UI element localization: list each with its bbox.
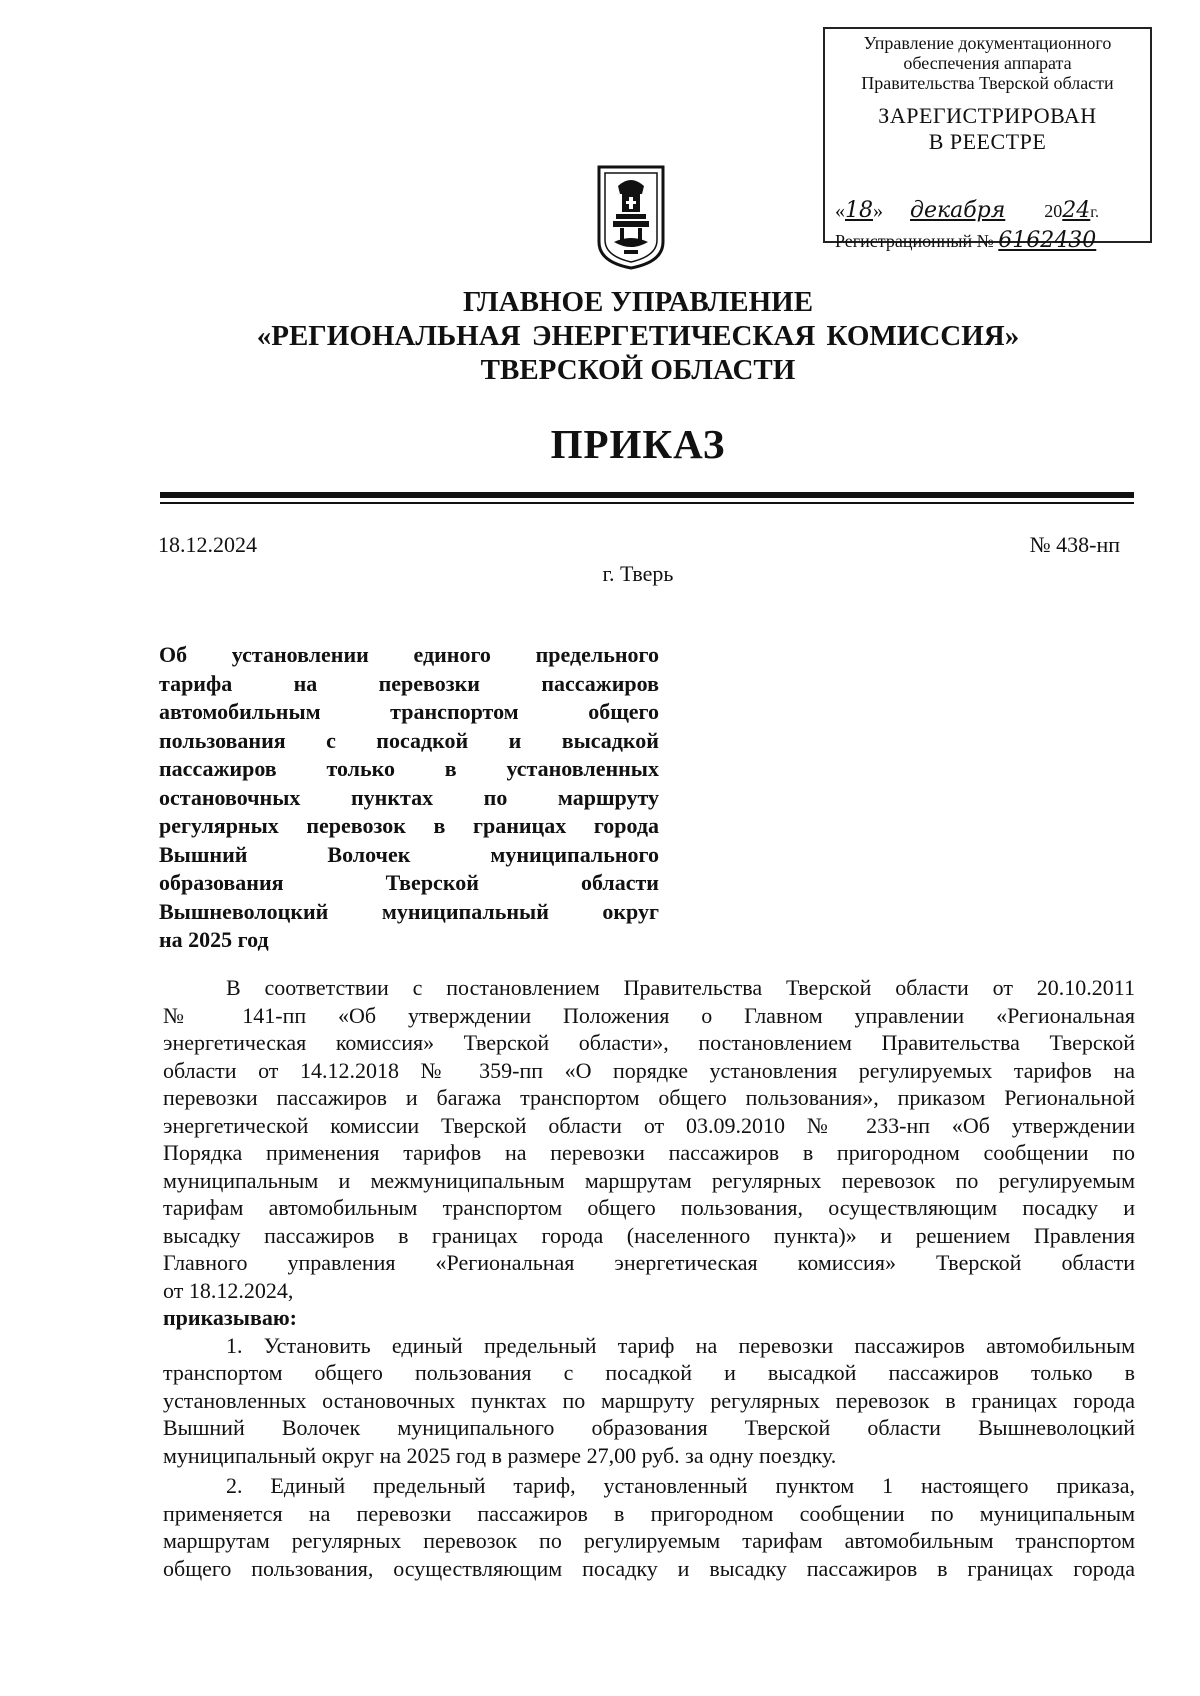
stamp-reg-number-value: 6162430 xyxy=(998,228,1097,253)
stamp-quote-open: « xyxy=(835,200,845,222)
org-line: «РЕГИОНАЛЬНАЯ ЭНЕРГЕТИЧЕСКАЯ КОМИССИЯ» xyxy=(256,319,1020,352)
preamble-line: энергетической комиссии Тверской области от 03.09.2010 № 233-нп «Об утверждении xyxy=(163,1112,1135,1138)
stamp-reg-line: В РЕЕСТРЕ xyxy=(928,129,1047,155)
item2-line: применяется на перевозки пассажиров в пригородном сообщении по муниципальным xyxy=(163,1500,1135,1526)
organization-name xyxy=(0,286,1200,388)
document-number: № 438-нп xyxy=(1029,532,1120,557)
stamp-date-day: 18 xyxy=(845,198,873,223)
preamble-line: высадку пассажиров в границах города (населенного пункта)» и решением Правления xyxy=(163,1222,1135,1248)
document-city: г. Тверь xyxy=(602,561,674,586)
stamp-dept-line: Правительства Тверской области xyxy=(861,73,1114,94)
order-subject xyxy=(159,641,659,955)
org-line: ГЛАВНОЕ УПРАВЛЕНИЕ xyxy=(462,286,814,318)
subject-line: Об установлении единого предельного xyxy=(159,642,659,667)
preamble-line: тарифам автомобильным транспортом общего пользования, осуществляющим посадку и xyxy=(163,1195,1135,1220)
order-item-2 xyxy=(163,1472,1135,1582)
item2-line: маршрутам регулярных перевозок по регулируемым тарифам автомобильным транспортом xyxy=(163,1528,1135,1553)
stamp-department xyxy=(825,33,1150,93)
stamp-dept-line: обеспечения аппарата xyxy=(903,53,1072,74)
header-divider-thin xyxy=(160,502,1134,504)
subject-line: пользования с посадкой и высадкой xyxy=(159,727,659,753)
subject-line: на 2025 год xyxy=(159,927,269,952)
document-date: 18.12.2024 xyxy=(158,532,257,557)
stamp-date-month: декабря xyxy=(910,198,1006,223)
order-body xyxy=(163,974,1135,1582)
stamp-reg-number xyxy=(835,229,1142,254)
org-line: ТВЕРСКОЙ ОБЛАСТИ xyxy=(480,353,796,386)
preamble-line: Порядка применения тарифов на перевозки пассажиров в пригородном сообщении по xyxy=(163,1140,1135,1165)
stamp-dept-line: Управление документационного xyxy=(863,33,1112,53)
stamp-quote-close: » xyxy=(873,200,883,222)
stamp-reg-line: ЗАРЕГИСТРИРОВАН xyxy=(878,103,1097,129)
item2-line: 2. Единый предельный тариф, установленный пунктом 1 настоящего приказа, xyxy=(226,1473,1135,1498)
header-divider-thick xyxy=(160,492,1134,498)
item1-line: установленных остановочных пунктах по маршруту регулярных перевозок в границах города xyxy=(163,1387,1135,1413)
stamp-date-year-prefix: 20 xyxy=(1044,201,1063,221)
item1-line: 1. Установить единый предельный тариф на перевозки пассажиров автомобильным xyxy=(226,1332,1135,1358)
preamble-line: области от 14.12.2018 № 359-пп «О порядке установления регулируемых тарифов на xyxy=(163,1057,1135,1083)
item1-line: транспортом общего пользования с посадкой и высадкой пассажиров только в xyxy=(163,1360,1135,1385)
preamble-line: перевозки пассажиров и багажа транспортом общего пользования», приказом Региональной xyxy=(163,1085,1135,1110)
preamble-line: № 141-пп «Об утверждении Положения о Главном управлении «Региональная xyxy=(163,1002,1135,1028)
subject-line: остановочных пунктах по маршруту xyxy=(159,784,659,810)
coat-of-arms-icon xyxy=(596,164,666,270)
item1-line: Вышний Волочек муниципального образования Тверской области Вышневолоцкий xyxy=(163,1415,1135,1440)
preamble-line: муниципальным и межмуниципальным маршрутам регулярных перевозок по регулируемым xyxy=(163,1167,1135,1193)
stamp-reg-number-label: Регистрационный № xyxy=(835,231,994,251)
item2-line: общего пользования, осуществляющим посадку и высадку пассажиров в границах города xyxy=(163,1555,1135,1581)
preamble-line: В соответствии с постановлением Правительства Тверской области от 20.10.2011 xyxy=(226,975,1135,1000)
subject-line: регулярных перевозок в границах города xyxy=(159,813,659,838)
order-word: приказываю: xyxy=(163,1305,297,1330)
subject-line: пассажиров только в установленных xyxy=(159,756,659,781)
preamble-line: от 18.12.2024, xyxy=(163,1277,294,1303)
registration-stamp xyxy=(823,27,1152,253)
order-item-1 xyxy=(163,1332,1135,1470)
stamp-date xyxy=(835,199,1142,224)
stamp-date-year-unit: г. xyxy=(1090,204,1100,221)
preamble-line: энергетическая комиссия» Тверской области», постановлением Правительства Тверской xyxy=(163,1030,1135,1055)
stamp-date-year-suffix: 24 xyxy=(1062,198,1091,223)
document-type-title: ПРИКАЗ xyxy=(550,421,726,467)
subject-line: Вышневолоцкий муниципальный округ xyxy=(159,898,659,924)
item1-line: муниципальный округ на 2025 год в размере 27,00 руб. за одну поездку. xyxy=(163,1442,837,1468)
subject-line: тарифа на перевозки пассажиров xyxy=(159,670,659,696)
stamp-registered xyxy=(825,103,1150,155)
preamble-paragraph xyxy=(163,974,1135,1304)
subject-line: Вышний Волочек муниципального xyxy=(159,841,659,867)
subject-line: автомобильным транспортом общего xyxy=(159,699,659,724)
preamble-line: Главного управления «Региональная энергетическая комиссия» Тверской области xyxy=(163,1250,1135,1275)
subject-line: образования Тверской области xyxy=(159,870,659,895)
